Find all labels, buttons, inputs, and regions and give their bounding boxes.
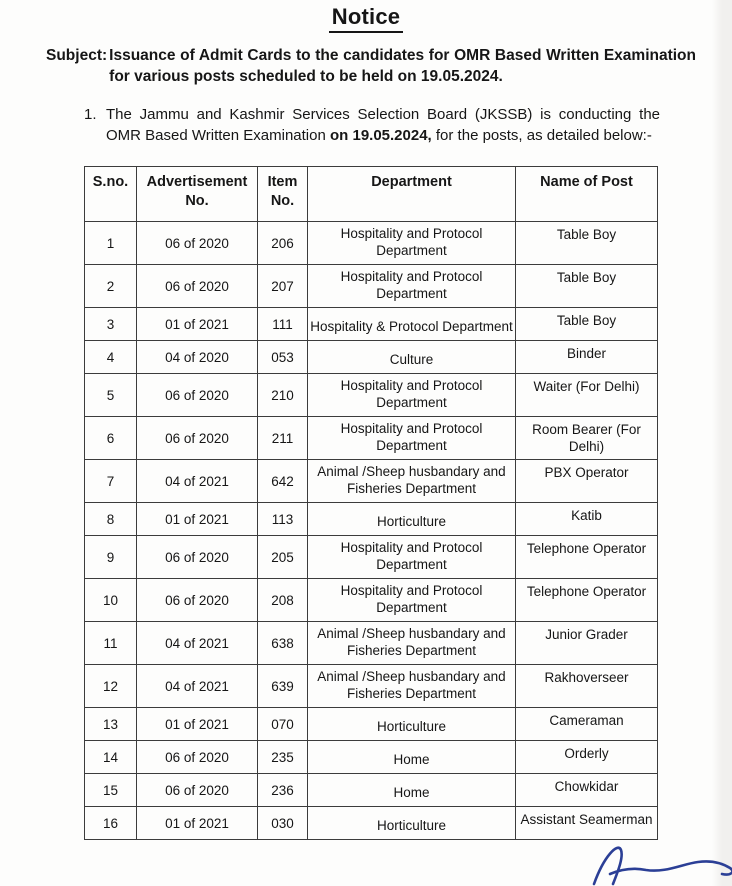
cell-department: Culture xyxy=(308,341,516,374)
cell-item-no: 070 xyxy=(258,708,308,741)
header-advertisement-no: Advertisement No. xyxy=(137,167,258,222)
paragraph-text-after: for the posts, as detailed below:- xyxy=(431,127,652,144)
cell-sno: 14 xyxy=(85,741,137,774)
cell-advertisement-no: 06 of 2020 xyxy=(137,741,258,774)
cell-item-no: 205 xyxy=(258,536,308,579)
cell-item-no: 208 xyxy=(258,579,308,622)
cell-advertisement-no: 01 of 2021 xyxy=(137,308,258,341)
cell-name-of-post: Room Bearer (For Delhi) xyxy=(516,417,658,460)
cell-item-no: 030 xyxy=(258,807,308,840)
cell-department: Hospitality and Protocol Department xyxy=(308,579,516,622)
table-row xyxy=(85,503,658,536)
cell-department: Animal /Sheep husbandary and Fisheries Department xyxy=(308,460,516,503)
cell-name-of-post: Cameraman xyxy=(516,708,658,741)
cell-advertisement-no: 01 of 2021 xyxy=(137,807,258,840)
cell-department: Hospitality and Protocol Department xyxy=(308,222,516,265)
subject-label: Subject: xyxy=(46,47,108,64)
paragraph-number: 1. xyxy=(84,106,97,123)
table-row xyxy=(85,341,658,374)
table-row xyxy=(85,708,658,741)
cell-name-of-post: Table Boy xyxy=(516,222,658,265)
cell-sno: 10 xyxy=(85,579,137,622)
cell-item-no: 210 xyxy=(258,374,308,417)
cell-advertisement-no: 06 of 2020 xyxy=(137,417,258,460)
cell-item-no: 638 xyxy=(258,622,308,665)
cell-name-of-post: PBX Operator xyxy=(516,460,658,503)
cell-advertisement-no: 04 of 2020 xyxy=(137,341,258,374)
table-row xyxy=(85,622,658,665)
cell-item-no: 642 xyxy=(258,460,308,503)
cell-name-of-post: Rakhoverseer xyxy=(516,665,658,708)
cell-item-no: 207 xyxy=(258,265,308,308)
table-row xyxy=(85,536,658,579)
cell-department: Horticulture xyxy=(308,708,516,741)
cell-sno: 12 xyxy=(85,665,137,708)
table-row xyxy=(85,807,658,840)
cell-name-of-post: Junior Grader xyxy=(516,622,658,665)
cell-advertisement-no: 06 of 2020 xyxy=(137,222,258,265)
cell-advertisement-no: 04 of 2021 xyxy=(137,665,258,708)
cell-advertisement-no: 06 of 2020 xyxy=(137,374,258,417)
table-row xyxy=(85,774,658,807)
table-row xyxy=(85,665,658,708)
cell-item-no: 206 xyxy=(258,222,308,265)
cell-name-of-post: Waiter (For Delhi) xyxy=(516,374,658,417)
cell-advertisement-no: 01 of 2021 xyxy=(137,503,258,536)
cell-sno: 11 xyxy=(85,622,137,665)
posts-table-body xyxy=(85,222,658,840)
cell-name-of-post: Assistant Seamerman xyxy=(516,807,658,840)
cell-item-no: 211 xyxy=(258,417,308,460)
cell-name-of-post: Binder xyxy=(516,341,658,374)
cell-sno: 13 xyxy=(85,708,137,741)
header-department: Department xyxy=(308,167,516,222)
cell-advertisement-no: 06 of 2020 xyxy=(137,536,258,579)
cell-department: Horticulture xyxy=(308,503,516,536)
cell-name-of-post: Katib xyxy=(516,503,658,536)
table-row xyxy=(85,265,658,308)
subject-text: Issuance of Admit Cards to the candidates for OMR Based Written Examination for various posts scheduled to be held on 19.05.2024. xyxy=(109,47,696,85)
paragraph-text-before: The Jammu and Kashmir Services Selection Board (JKSSB) is conducting the OMR Based Written Examination xyxy=(106,106,660,144)
cell-advertisement-no: 04 of 2021 xyxy=(137,460,258,503)
cell-advertisement-no: 01 of 2021 xyxy=(137,708,258,741)
cell-advertisement-no: 06 of 2020 xyxy=(137,265,258,308)
cell-item-no: 113 xyxy=(258,503,308,536)
cell-sno: 8 xyxy=(85,503,137,536)
paragraph-text-bold-date: on 19.05.2024, xyxy=(329,127,432,144)
cell-department: Hospitality and Protocol Department xyxy=(308,374,516,417)
cell-department: Hospitality and Protocol Department xyxy=(308,536,516,579)
header-item-no: Item No. xyxy=(258,167,308,222)
cell-name-of-post: Orderly xyxy=(516,741,658,774)
cell-item-no: 111 xyxy=(258,308,308,341)
cell-sno: 4 xyxy=(85,341,137,374)
cell-sno: 1 xyxy=(85,222,137,265)
header-name-of-post: Name of Post xyxy=(516,167,658,222)
title-wrap xyxy=(0,4,732,33)
page-title: Notice xyxy=(329,4,403,33)
table-row xyxy=(85,460,658,503)
cell-department: Horticulture xyxy=(308,807,516,840)
cell-item-no: 235 xyxy=(258,741,308,774)
cell-sno: 3 xyxy=(85,308,137,341)
cell-sno: 7 xyxy=(85,460,137,503)
cell-name-of-post: Table Boy xyxy=(516,265,658,308)
cell-department: Home xyxy=(308,741,516,774)
header-sno: S.no. xyxy=(85,167,137,222)
cell-advertisement-no: 04 of 2021 xyxy=(137,622,258,665)
table-row xyxy=(85,417,658,460)
cell-name-of-post: Telephone Operator xyxy=(516,579,658,622)
cell-department: Animal /Sheep husbandary and Fisheries Department xyxy=(308,665,516,708)
intro-paragraph xyxy=(84,104,660,146)
cell-department: Hospitality and Protocol Department xyxy=(308,417,516,460)
cell-department: Hospitality and Protocol Department xyxy=(308,265,516,308)
cell-advertisement-no: 06 of 2020 xyxy=(137,579,258,622)
table-row xyxy=(85,579,658,622)
cell-item-no: 639 xyxy=(258,665,308,708)
cell-advertisement-no: 06 of 2020 xyxy=(137,774,258,807)
table-row xyxy=(85,222,658,265)
table-row xyxy=(85,374,658,417)
table-row xyxy=(85,741,658,774)
posts-table xyxy=(84,166,658,840)
cell-sno: 5 xyxy=(85,374,137,417)
cell-sno: 9 xyxy=(85,536,137,579)
cell-department: Home xyxy=(308,774,516,807)
cell-name-of-post: Table Boy xyxy=(516,308,658,341)
posts-table-header xyxy=(85,167,658,222)
table-row xyxy=(85,308,658,341)
cell-department: Hospitality & Protocol Department xyxy=(308,308,516,341)
cell-sno: 6 xyxy=(85,417,137,460)
cell-name-of-post: Telephone Operator xyxy=(516,536,658,579)
cell-sno: 16 xyxy=(85,807,137,840)
paragraph-text xyxy=(106,104,660,146)
cell-item-no: 236 xyxy=(258,774,308,807)
cell-sno: 15 xyxy=(85,774,137,807)
cell-sno: 2 xyxy=(85,265,137,308)
cell-department: Animal /Sheep husbandary and Fisheries Department xyxy=(308,622,516,665)
subject-line xyxy=(46,45,696,87)
cell-name-of-post: Chowkidar xyxy=(516,774,658,807)
cell-item-no: 053 xyxy=(258,341,308,374)
